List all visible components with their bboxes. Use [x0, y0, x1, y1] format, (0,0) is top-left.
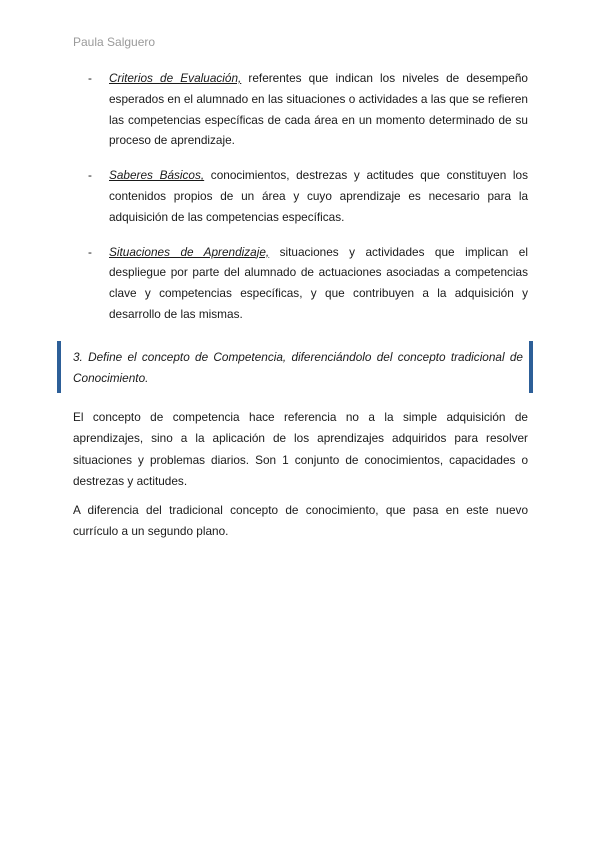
definition-text: conocimientos, destrezas y actitudes que constituyen los contenidos propios de un área y cuyo aprendizaje es necesario para la adquisición de las competencias específicas.	[109, 168, 528, 224]
list-bullet: -	[88, 168, 92, 183]
term-saberes: Saberes Básicos,	[109, 168, 205, 183]
list-item	[88, 165, 528, 227]
list-bullet: -	[88, 71, 92, 85]
definition-text: situaciones y actividades que implican el despliegue por parte del alumnado de actuaciones asociadas a competencias clave y competencias específicas, y que contribuyen a la adquisición y desarrollo de las mismas.	[109, 244, 528, 321]
list-item	[88, 68, 528, 151]
page-header-author: Paula Salguero	[73, 35, 156, 49]
definitions-list	[88, 68, 528, 339]
list-bullet: -	[88, 244, 92, 259]
answer-paragraph: A diferencia del tradicional concepto de conocimiento, que pasa en este nuevo currículo a un segundo plano.	[73, 503, 528, 539]
definition-text: referentes que indican los niveles de desempeño esperados en el alumnado en las situaciones o actividades a las que se refieren las competencias específicas de cada área en un momento determinado de su proceso de aprendizaje.	[109, 71, 528, 148]
term-criterios: Criterios de Evaluación,	[109, 71, 242, 85]
answer-body	[73, 407, 528, 551]
term-situaciones: Situaciones de Aprendizaje,	[109, 244, 270, 259]
question-box: 3. Define el concepto de Competencia, diferenciándolo del concepto tradicional de Conocimiento.	[57, 341, 533, 393]
answer-paragraph: El concepto de competencia hace referencia no a la simple adquisición de aprendizajes, sino a la aplicación de los aprendizajes adquiridos para resolver situaciones y problemas diarios. Son 1 conjunto de conocimientos, capacidades o destrezas y actitudes.	[73, 410, 528, 488]
list-item	[88, 242, 528, 325]
